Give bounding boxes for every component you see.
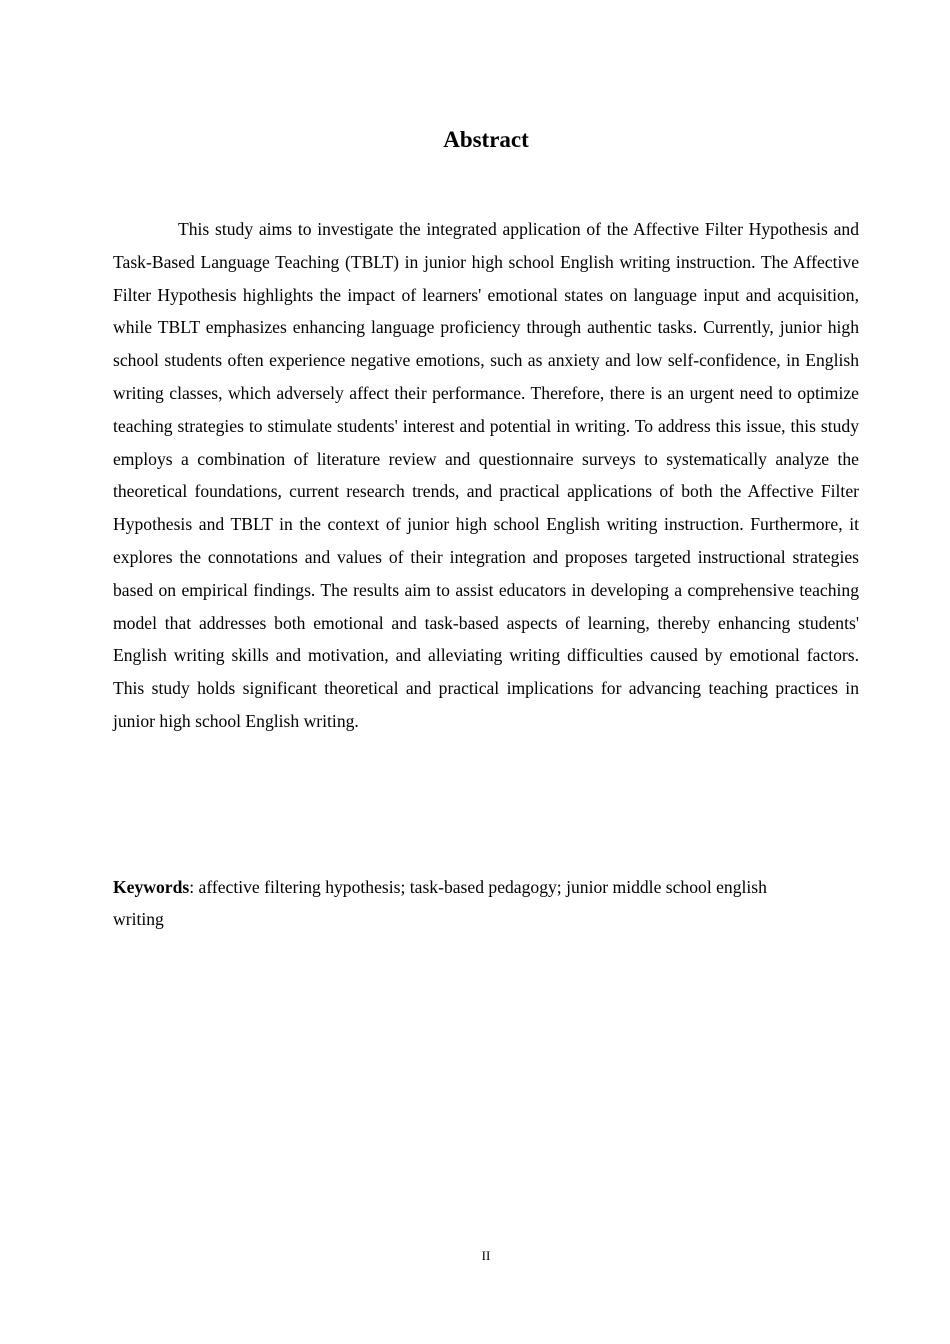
keywords-text: : affective filtering hypothesis; task-based pedagogy; junior middle school english writing — [113, 877, 767, 929]
keywords-line — [113, 872, 793, 935]
keywords-label: Keywords — [113, 877, 190, 897]
page-number: II — [481, 1248, 491, 1263]
abstract-title: Abstract — [443, 127, 529, 152]
abstract-body: This study aims to investigate the integrated application of the Affective Filter Hypothesis and Task-Based Language Teaching (TBLT) in junior high school English writing instruction. The Affective Filter Hypothesis highlights the impact of learners' emotional states on language input and acquisition, while TBLT emphasizes enhancing language proficiency through authentic tasks. Currently, junior high school students often experience negative emotions, such as anxiety and low self-confidence, in English writing classes, which adversely affect their performance. Therefore, there is an urgent need to optimize teaching strategies to stimulate students' interest and potential in writing. To address this issue, this study employs a combination of literature review and questionnaire surveys to systematically analyze the theoretical foundations, current research trends, and practical applications of both the Affective Filter Hypothesis and TBLT in the context of junior high school English writing instruction. Furthermore, it explores the connotations and values of their integration and proposes targeted instructional strategies based on empirical findings. The results aim to assist educators in developing a comprehensive teaching model that addresses both emotional and task-based aspects of learning, thereby enhancing students' English writing skills and motivation, and alleviating writing difficulties caused by emotional factors. This study holds significant theoretical and practical implications for advancing teaching practices in junior high school English writing. — [113, 219, 859, 731]
